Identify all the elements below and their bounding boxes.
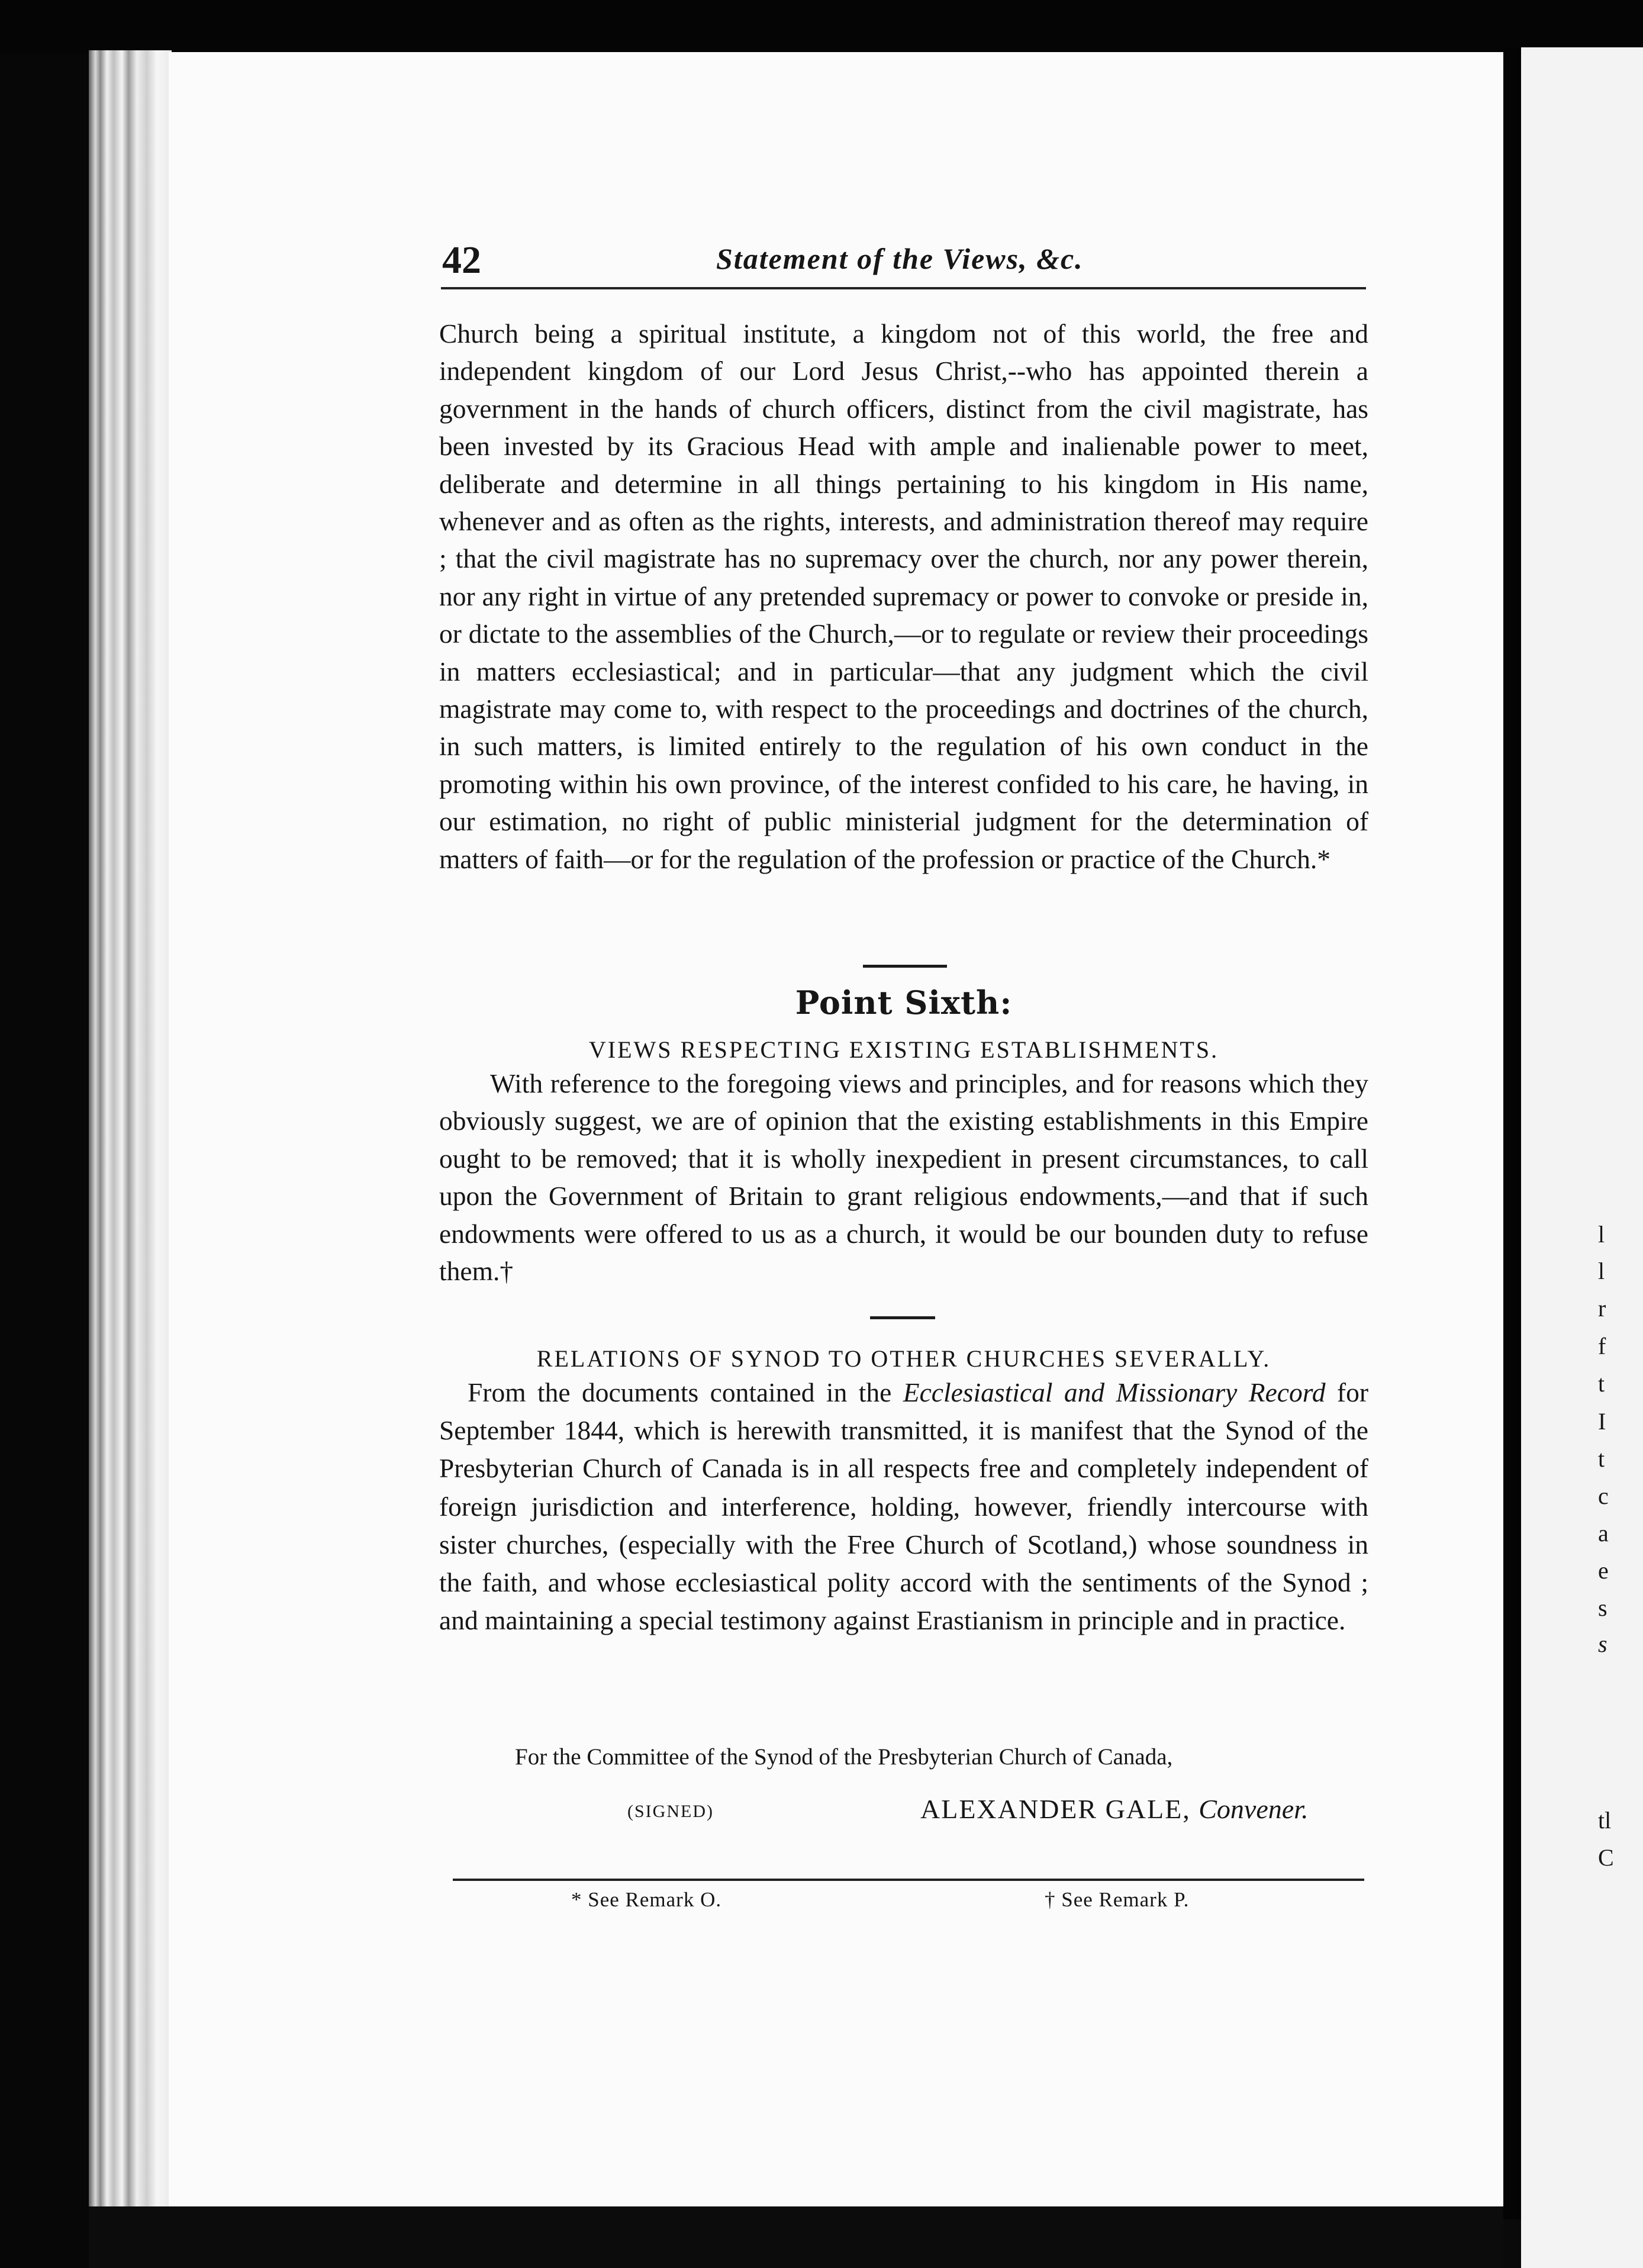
- section-heading-relations: RELATIONS OF SYNOD TO OTHER CHURCHES SEVERALLY.: [536, 1345, 1271, 1372]
- footnote-remark-p: † See Remark P.: [1045, 1888, 1190, 1911]
- scan-left-border: [0, 53, 89, 2268]
- signatory-name: ALEXANDER GALE,: [920, 1794, 1191, 1824]
- adjacent-letter: s: [1598, 1594, 1607, 1621]
- adjacent-page-edge: [1521, 47, 1643, 2268]
- committee-line: For the Committee of the Synod of the Presbyterian Church of Canada,: [515, 1744, 1173, 1770]
- signatory: [920, 1793, 1308, 1825]
- footnote-remark-o: * See Remark O.: [571, 1888, 722, 1911]
- book-page-edges: [89, 50, 172, 2208]
- paragraph-church-powers: Church being a spiritual institute, a kingdom not of this world, the free and independent kingdom of our Lord Jesus Christ,--who has appointed therein a government in the hands of church officers, distinct from the civil magistrate, has been invested by its Gracious Head with ample and inalienable power to meet, deliberate and determine in all things pertaining to his kingdom in His name, whenever and as often as the rights, interests, and administration thereof may require ; that the civil magistrate has no supremacy over the church, nor any power therein, nor any right in virtue of any pretended supremacy or power to convoke or preside in, or dictate to the assemblies of the Church,—or to regulate or review their proceedings in matters ecclesiastical; and in particular—that any judgment which the civil magistrate may come to, with respect to the proceedings and doctrines of the church, in such matters, is limited entirely to the regulation of his own conduct in the promoting within his own province, of the interest confided to his care, he having, in our estimation, no right of public ministerial judgment for the determination of matters of faith—or for the regulation of the profession or practice of the Church.*: [439, 318, 1368, 874]
- adjacent-letter: a: [1598, 1520, 1609, 1547]
- adjacent-letter: tl: [1598, 1807, 1612, 1834]
- adjacent-letter: l: [1598, 1258, 1605, 1284]
- adjacent-letter: r: [1598, 1295, 1606, 1322]
- section-divider: [870, 1316, 935, 1319]
- signatory-title: Convener.: [1199, 1794, 1309, 1824]
- adjacent-letter: C: [1598, 1844, 1614, 1871]
- adjacent-letter: t: [1598, 1370, 1605, 1397]
- section-heading-establishments: VIEWS RESPECTING EXISTING ESTABLISHMENTS.: [588, 1036, 1219, 1063]
- footnote-rule: [453, 1879, 1364, 1881]
- paragraph-relations: [439, 1374, 1368, 1639]
- adjacent-letter: l: [1598, 1221, 1605, 1248]
- running-title: Statement of the Views, &c.: [716, 242, 1084, 275]
- paragraph-relations-intro: From the documents contained in the: [468, 1377, 903, 1407]
- adjacent-letter: s: [1598, 1631, 1607, 1657]
- header-rule: [441, 287, 1366, 289]
- publication-title: Ecclesiastical and Missionary Record: [903, 1377, 1326, 1407]
- point-heading: Point Sixth:: [795, 984, 1013, 1022]
- signed-label: [627, 1793, 714, 1824]
- adjacent-letter: t: [1598, 1445, 1605, 1472]
- adjacent-letter: c: [1598, 1483, 1609, 1509]
- scan-top-border: [0, 0, 1643, 53]
- adjacent-letter: f: [1598, 1333, 1606, 1359]
- paragraph-relations-rest: for September 1844, which is herewith transmitted, it is manifest that the Synod of the Presbyterian Church of Canada is in all respects free and completely independent of foreign jurisdiction and interference, holding, however, friendly intercourse with sister churches, (especially with the Free Church of Scotland,) whose soundness in the faith, and whose ecclesiastical polity accord with the sentiments of the Synod ; and maintaining a special testimony against Erastianism in principle and in practice.: [439, 1377, 1368, 1636]
- scan-bottom-border: [89, 2206, 1503, 2268]
- paragraph-establishments: With reference to the foregoing views and principles, and for reasons which they obviously suggest, we are of opinion that the existing establishments in this Empire ought to be removed; that it is wholly inexpedient in present circumstances, to call upon the Government of Britain to grant religious endowments,—and that if such endowments were offered to us as a church, it would be our bounden duty to refuse them.†: [439, 1068, 1368, 1287]
- page-number: 42: [442, 239, 481, 282]
- book-gutter: [1503, 47, 1521, 2219]
- adjacent-letter: e: [1598, 1557, 1609, 1584]
- section-divider: [863, 965, 947, 968]
- adjacent-letter: I: [1598, 1408, 1606, 1435]
- signed-label-text: (SIGNED): [627, 1802, 714, 1821]
